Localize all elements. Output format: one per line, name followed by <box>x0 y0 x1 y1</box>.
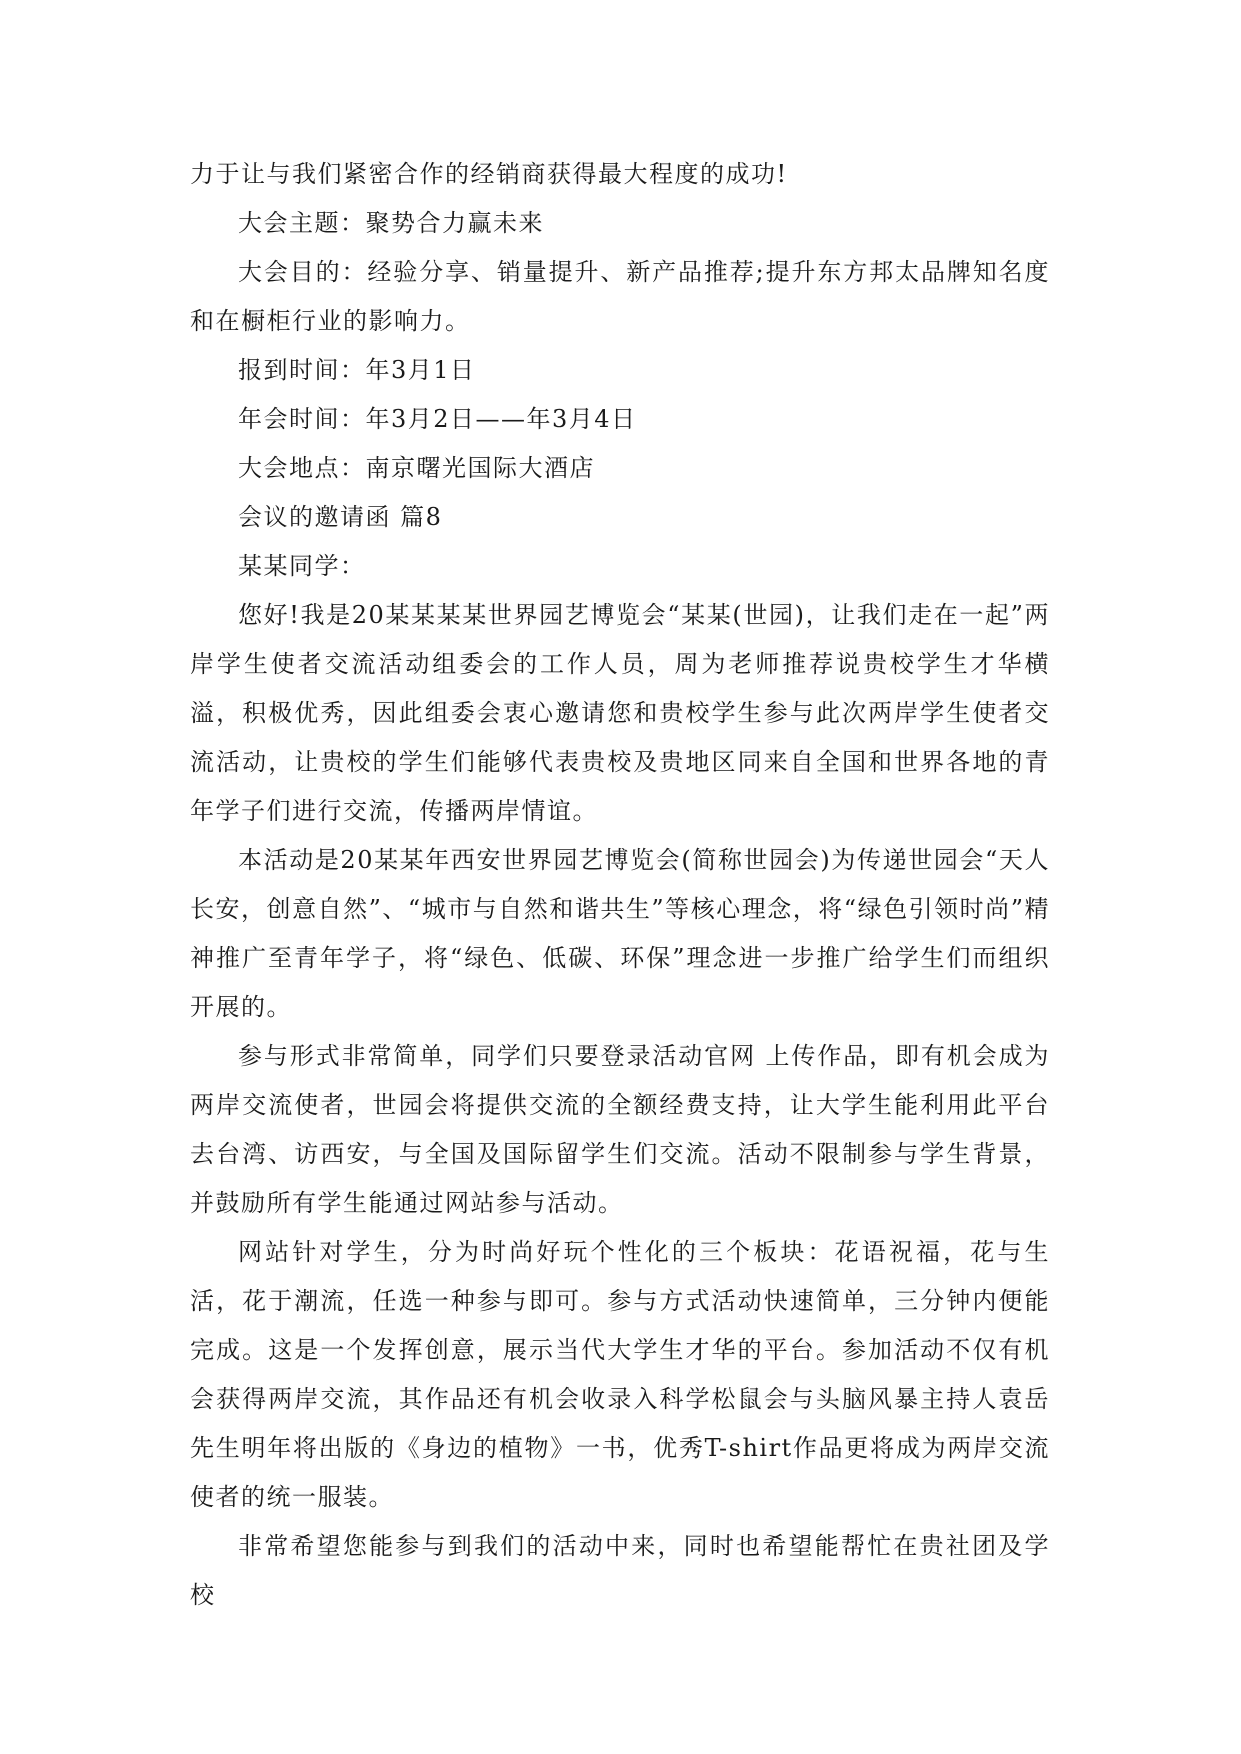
paragraph-conference-venue: 大会地点：南京曙光国际大酒店 <box>238 454 595 482</box>
paragraph-continuation: 力于让与我们紧密合作的经销商获得最大程度的成功! <box>190 160 788 188</box>
paragraph-participation: 参与形式非常简单，同学们只要登录活动官网 上传作品，即有机会成为两岸交流使者，世园会将提供交流的全额经费支持，让大学生能利用此平台去台湾、访西安，与全国及国际留学生们交流。活动不限制参与学生背景，并鼓励所有学生能通过网站参与活动。 <box>190 1042 1050 1217</box>
paragraph-greeting: 您好!我是20某某某某世界园艺博览会“某某(世园)，让我们走在一起”两岸学生使者交流活动组委会的工作人员，周为老师推荐说贵校学生才华横溢，积极优秀，因此组委会衷心邀请您和贵校学生参与此次两岸学生使者交流活动，让贵校的学生们能够代表贵校及贵地区同来自全国和世界各地的青年学子们进行交流，传播两岸情谊。 <box>190 601 1050 825</box>
paragraph-registration-time: 报到时间：年3月1日 <box>238 356 476 384</box>
paragraph-conference-purpose: 大会目的：经验分享、销量提升、新产品推荐;提升东方邦太品牌知名度和在橱柜行业的影响力。 <box>190 258 1050 335</box>
section-heading: 会议的邀请函 篇8 <box>238 503 443 531</box>
paragraph-meeting-time: 年会时间：年3月2日——年3月4日 <box>238 405 637 433</box>
paragraph-salutation: 某某同学： <box>238 552 366 580</box>
paragraph-closing: 非常希望您能参与到我们的活动中来，同时也希望能帮忙在贵社团及学校 <box>190 1532 1050 1609</box>
paragraph-activity-background: 本活动是20某某年西安世界园艺博览会(简称世园会)为传递世园会“天人长安，创意自然”、“城市与自然和谐共生”等核心理念，将“绿色引领时尚”精神推广至青年学子，将“绿色、低碳、环保”理念进一步推广给学生们而组织开展的。 <box>190 846 1050 1021</box>
document-body <box>190 150 1050 1620</box>
paragraph-website-sections: 网站针对学生，分为时尚好玩个性化的三个板块：花语祝福，花与生活，花于潮流，任选一种参与即可。参与方式活动快速简单，三分钟内便能完成。这是一个发挥创意，展示当代大学生才华的平台。参加活动不仅有机会获得两岸交流，其作品还有机会收录入科学松鼠会与头脑风暴主持人袁岳先生明年将出版的《身边的植物》一书，优秀T-shirt作品更将成为两岸交流使者的统一服装。 <box>190 1238 1050 1511</box>
paragraph-conference-theme: 大会主题：聚势合力赢未来 <box>238 209 544 237</box>
